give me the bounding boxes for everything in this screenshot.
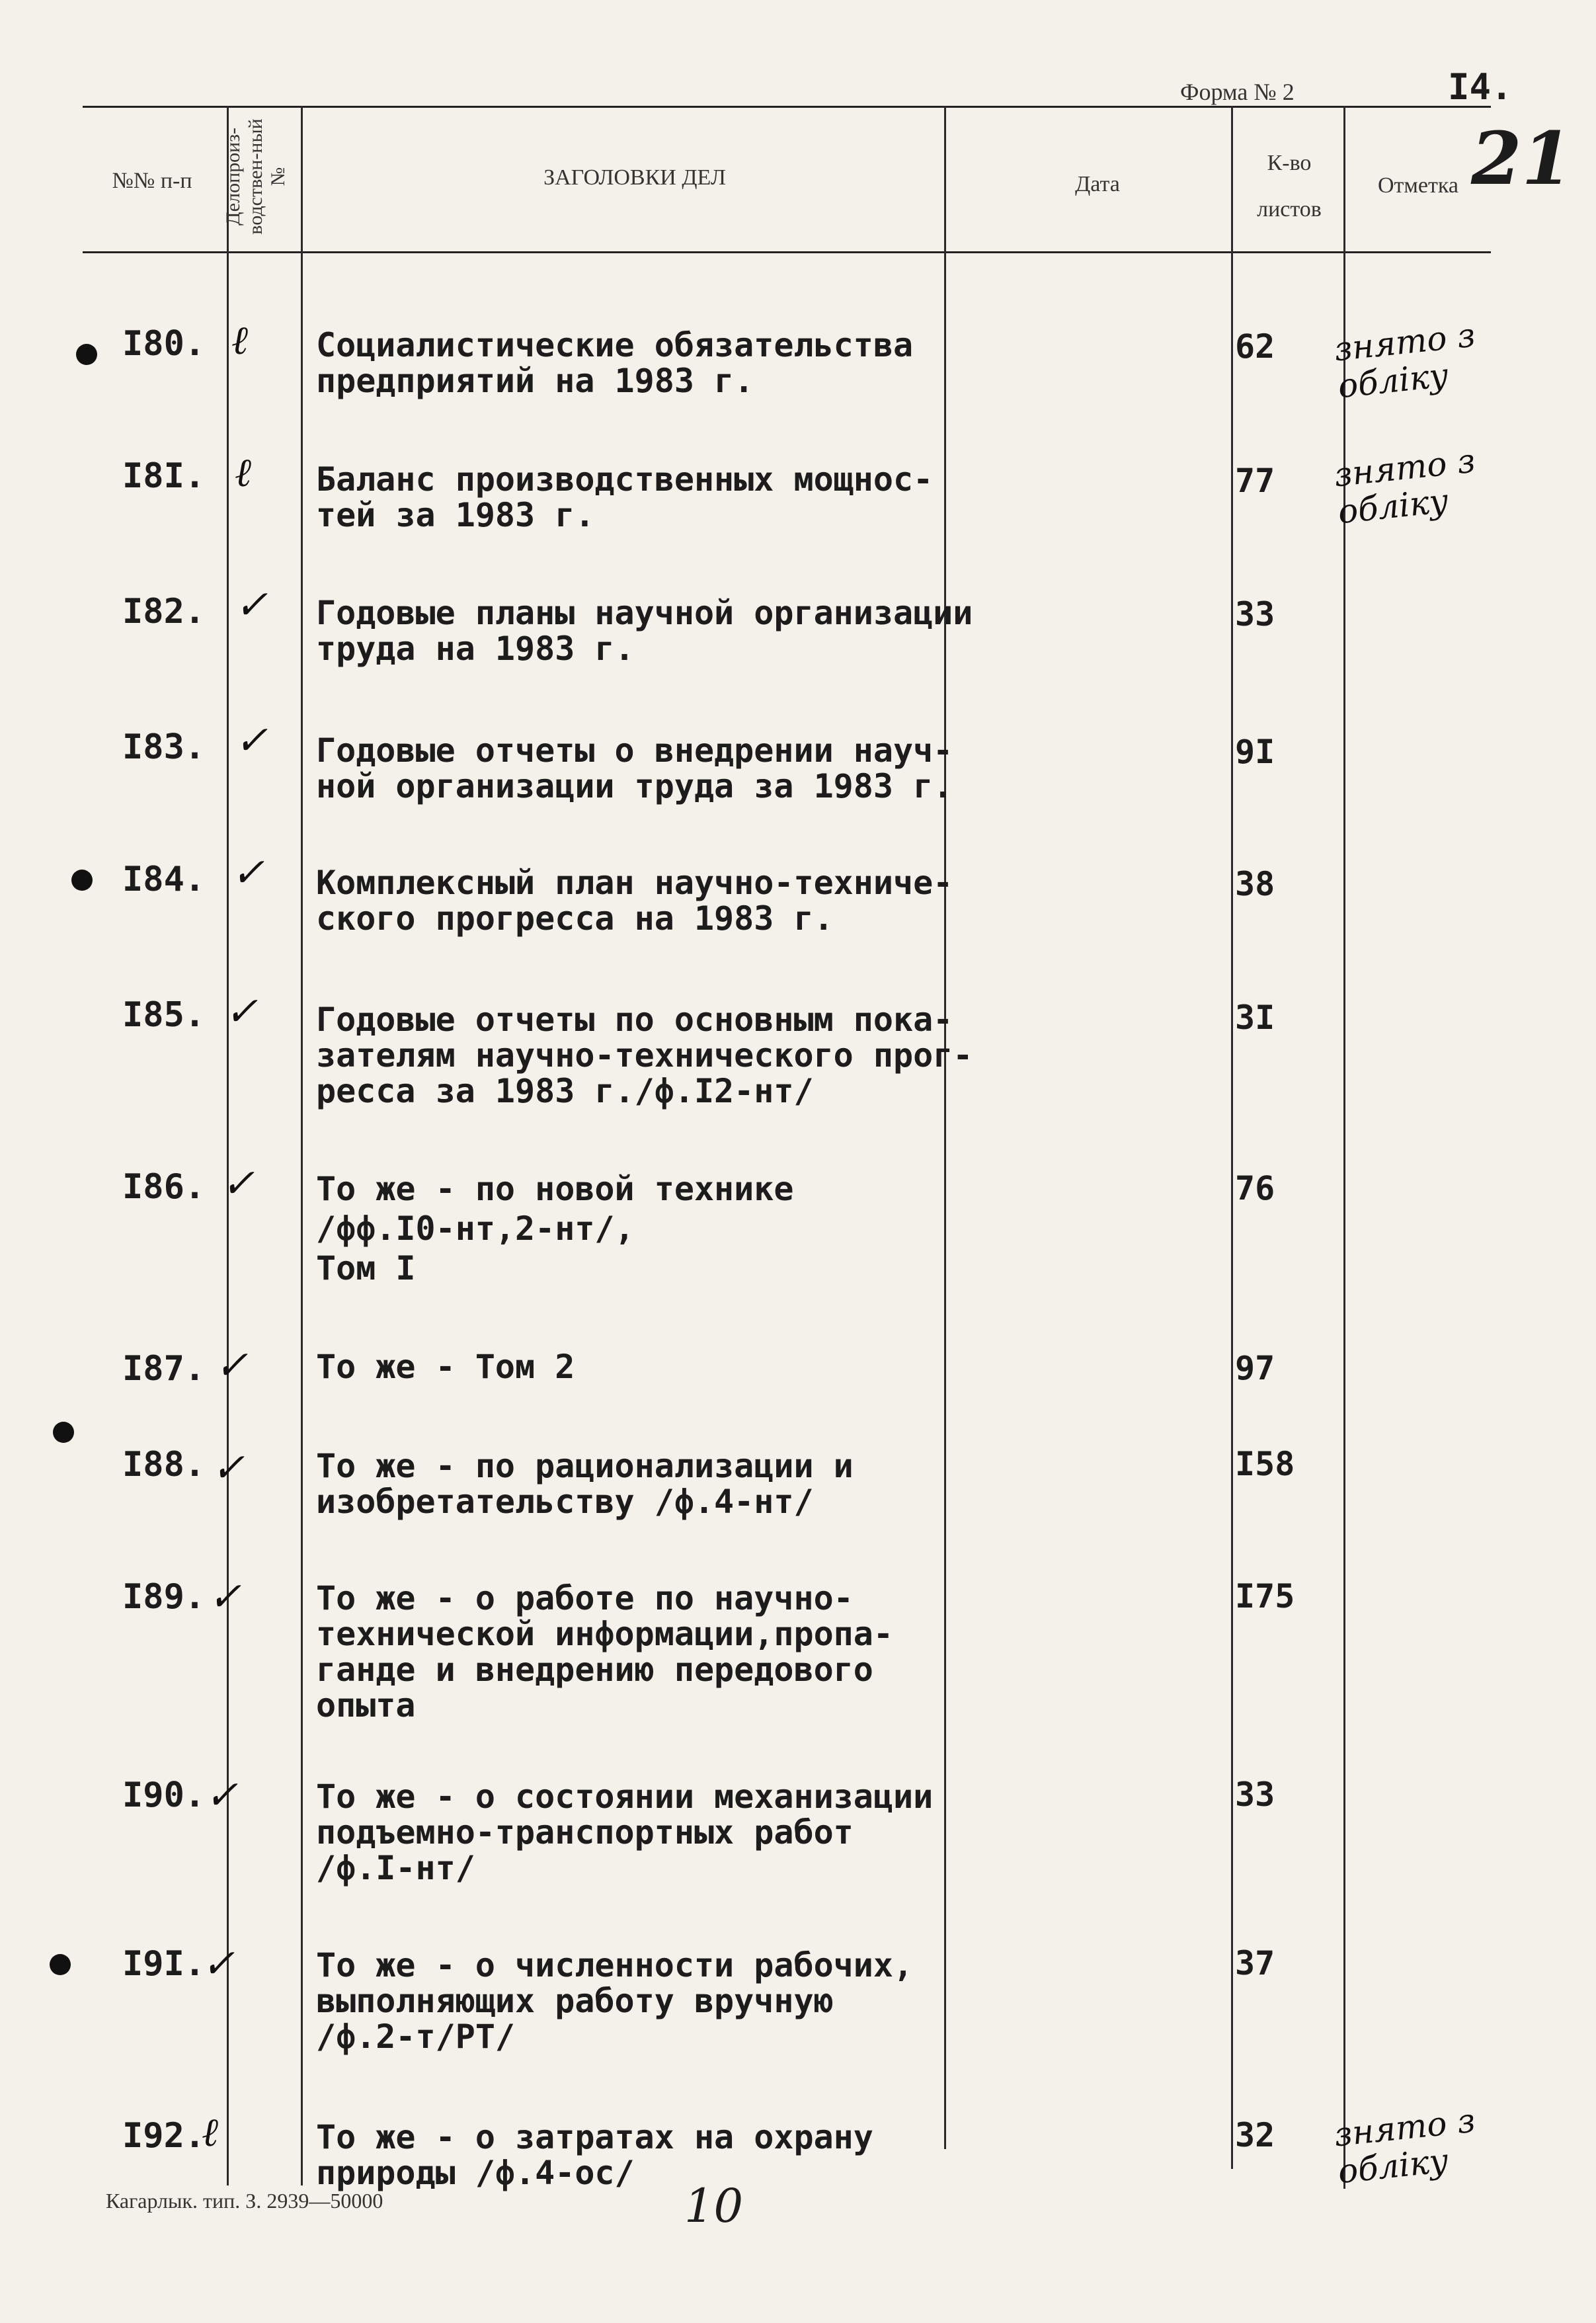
check-mark-icon: ✓ xyxy=(235,582,268,628)
check-mark-icon: ✓ xyxy=(215,1342,249,1389)
handwritten-number: 10 xyxy=(684,2179,744,2233)
check-mark-icon: ✓ xyxy=(225,989,259,1035)
row-number: I9I. xyxy=(122,1944,206,1984)
row-sheets: 38 xyxy=(1235,865,1275,903)
row-note: знято з обліку xyxy=(1332,2101,1478,2191)
row-title: Баланс производственных мощнос- тей за 1983 г. xyxy=(316,460,934,534)
row-number: I85. xyxy=(122,995,206,1035)
row-title: Комплексный план научно-техниче- ского прогресса на 1983 г. xyxy=(316,864,953,938)
form-label: Форма № 2 xyxy=(1180,79,1295,105)
header-top-rule xyxy=(83,106,1491,108)
punch-dot xyxy=(50,1954,71,1975)
row-number: I89. xyxy=(122,1577,206,1617)
column-rule-5 xyxy=(1343,106,1345,2189)
row-sheets: 33 xyxy=(1235,1775,1275,1814)
row-title: То же - Том 2 xyxy=(316,1348,575,1386)
page-number: I4. xyxy=(1448,66,1513,108)
row-title: Годовые планы научной организации труда на 1983 г. xyxy=(316,594,973,668)
row-number: I92. xyxy=(122,2116,206,2156)
row-sheets: 3I xyxy=(1235,998,1275,1037)
row-title: Годовые отчеты о внедрении науч- ной организации труда за 1983 г. xyxy=(316,731,953,805)
row-number: I82. xyxy=(122,592,206,632)
column-header-titles: ЗАГОЛОВКИ ДЕЛ xyxy=(543,165,726,190)
row-title: То же - о численности рабочих, выполняющих работу вручную /ф.2-т/РТ/ xyxy=(316,1946,914,2056)
column-header-date: Дата xyxy=(1075,172,1120,196)
row-title: То же - о состоянии механизации подъемно-транспортных работ /ф.I-нт/ xyxy=(316,1777,934,1887)
column-rule-2 xyxy=(301,106,303,2185)
header-bottom-rule xyxy=(83,251,1491,253)
row-sheets: 33 xyxy=(1235,595,1275,633)
row-note: знято з обліку xyxy=(1332,315,1478,406)
row-sheets: 32 xyxy=(1235,2116,1275,2154)
punch-dot xyxy=(53,1422,74,1443)
check-mark-icon: ✓ xyxy=(221,1161,255,1207)
margin-scribble: 21 xyxy=(1471,116,1573,201)
check-mark-icon: ✓ xyxy=(212,1445,245,1491)
column-header-number: №№ п-п xyxy=(112,169,192,193)
row-number: I86. xyxy=(122,1167,206,1207)
check-mark-icon: ✓ xyxy=(235,717,268,764)
row-number: I84. xyxy=(122,860,206,899)
row-number: I8I. xyxy=(122,456,206,496)
row-sheets: 9I xyxy=(1235,733,1275,771)
row-sheets: 76 xyxy=(1235,1169,1275,1207)
row-sheets: 97 xyxy=(1235,1349,1275,1387)
check-mark-icon: ℓ xyxy=(231,317,248,364)
row-note: знято з обліку xyxy=(1332,441,1478,532)
row-number: I80. xyxy=(122,324,206,364)
check-mark-icon: ℓ xyxy=(235,450,251,496)
row-title: То же - о затратах на охрану природы /ф.4-ос/ xyxy=(316,2118,873,2192)
row-number: I83. xyxy=(122,727,206,767)
column-header-delo: Делопроиз-водствен-ный № xyxy=(222,118,289,235)
row-title: Годовые отчеты по основным пока- зателям научно-технического прог- ресса за 1983 г./ф.I2-нт/ xyxy=(316,1000,973,1110)
check-mark-icon: ✓ xyxy=(205,1772,239,1818)
row-number: I87. xyxy=(122,1349,206,1389)
column-rule-1 xyxy=(227,106,229,2185)
check-mark-icon: ✓ xyxy=(208,1574,242,1620)
row-title: Социалистические обязательства предприятий на 1983 г. xyxy=(316,326,914,400)
row-title: То же - о работе по научно- технической информации,пропа- ганде и внедрению передового опыта xyxy=(316,1579,893,1725)
punch-dot xyxy=(71,870,93,891)
row-title: То же - по рационализации и изобретательству /ф.4-нт/ xyxy=(316,1447,854,1521)
row-sheets: 37 xyxy=(1235,1944,1275,1982)
printer-imprint: Кагарлык. тип. З. 2939—50000 xyxy=(106,2189,383,2213)
check-mark-icon: ℓ xyxy=(202,2109,218,2156)
check-mark-icon: ✓ xyxy=(231,850,265,896)
row-sheets: 77 xyxy=(1235,462,1275,500)
column-header-note: Отметка xyxy=(1378,173,1458,198)
row-number: I90. xyxy=(122,1775,206,1815)
row-sheets: 62 xyxy=(1235,327,1275,366)
column-header-sheets-line1: К-во xyxy=(1267,151,1312,175)
row-sheets: I58 xyxy=(1235,1445,1295,1483)
column-header-sheets-line2: листов xyxy=(1257,197,1322,222)
row-sheets: I75 xyxy=(1235,1577,1295,1615)
punch-dot xyxy=(76,344,97,365)
row-number: I88. xyxy=(122,1445,206,1485)
column-rule-4 xyxy=(1231,106,1233,2169)
row-title: То же - по новой технике /фф.I0-нт,2-нт/, Том I xyxy=(316,1170,794,1287)
check-mark-icon: ✓ xyxy=(202,1941,235,1987)
